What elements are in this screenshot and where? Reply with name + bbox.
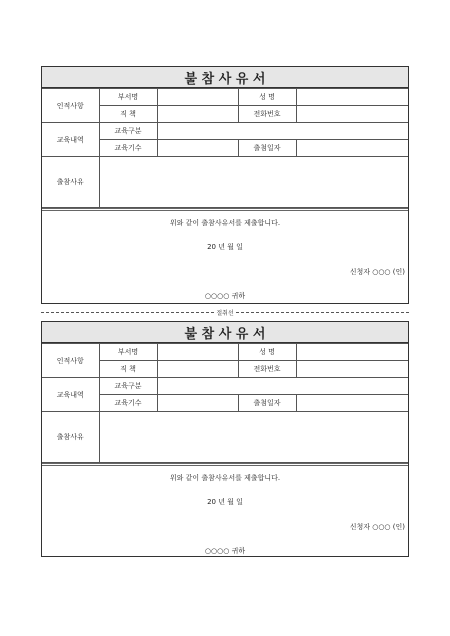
edu-group-label: 교육내역: [42, 123, 99, 157]
dept-label: 부서명: [99, 344, 157, 361]
phone-label: 전화번호: [238, 106, 296, 123]
reason-field[interactable]: [99, 412, 408, 463]
attend-date-field[interactable]: [296, 395, 408, 412]
reason-field[interactable]: [99, 157, 408, 208]
statement-text: 위와 같이 출참사유서를 제출합니다.: [169, 219, 281, 227]
edu-period-label: 교육기수: [99, 395, 157, 412]
cut-line-dash-right: [236, 312, 409, 313]
applicant-line: 신청자 ○○○ (인): [349, 268, 405, 276]
personal-info-group-label: 인적사항: [42, 344, 99, 378]
edu-type-field[interactable]: [157, 378, 408, 395]
personal-info-group-label: 인적사항: [42, 89, 99, 123]
name-label: 성 명: [238, 89, 296, 106]
date-line: 20 년 월 일: [207, 498, 243, 506]
recipient-line: ○○○○ 귀하: [204, 547, 246, 555]
submission-section: [42, 208, 408, 307]
recipient-line: ○○○○ 귀하: [204, 292, 246, 300]
cut-line: [41, 306, 409, 318]
attend-date-label: 출첨일자: [238, 395, 296, 412]
edu-period-label: 교육기수: [99, 140, 157, 157]
attend-date-label: 출첨일자: [238, 140, 296, 157]
form-title: 불 참 사 유 서: [42, 322, 408, 343]
dept-field[interactable]: [157, 89, 238, 106]
name-label: 성 명: [238, 344, 296, 361]
position-field[interactable]: [157, 106, 238, 123]
edu-group-label: 교육내역: [42, 378, 99, 412]
form-table: [42, 88, 408, 208]
edu-type-label: 교육구분: [99, 378, 157, 395]
absence-form-top: [41, 66, 409, 304]
form-table: [42, 343, 408, 463]
applicant-line: 신청자 ○○○ (인): [349, 523, 405, 531]
reason-label: 출참사유: [42, 157, 99, 208]
edu-type-field[interactable]: [157, 123, 408, 140]
cut-line-dash-left: [41, 312, 214, 313]
reason-label: 출참사유: [42, 412, 99, 463]
date-line: 20 년 월 일: [207, 243, 243, 251]
phone-field[interactable]: [296, 106, 408, 123]
edu-period-field[interactable]: [157, 140, 238, 157]
name-field[interactable]: [296, 89, 408, 106]
dept-field[interactable]: [157, 344, 238, 361]
name-field[interactable]: [296, 344, 408, 361]
phone-label: 전화번호: [238, 361, 296, 378]
form-title: 불 참 사 유 서: [42, 67, 408, 88]
dept-label: 부서명: [99, 89, 157, 106]
absence-form-bottom: [41, 321, 409, 557]
position-field[interactable]: [157, 361, 238, 378]
edu-period-field[interactable]: [157, 395, 238, 412]
position-label: 직 책: [99, 106, 157, 123]
submission-section: [42, 463, 408, 560]
phone-field[interactable]: [296, 361, 408, 378]
position-label: 직 책: [99, 361, 157, 378]
attend-date-field[interactable]: [296, 140, 408, 157]
statement-text: 위와 같이 출참사유서를 제출합니다.: [169, 474, 281, 482]
edu-type-label: 교육구분: [99, 123, 157, 140]
cut-line-label: 절취선: [216, 309, 234, 317]
